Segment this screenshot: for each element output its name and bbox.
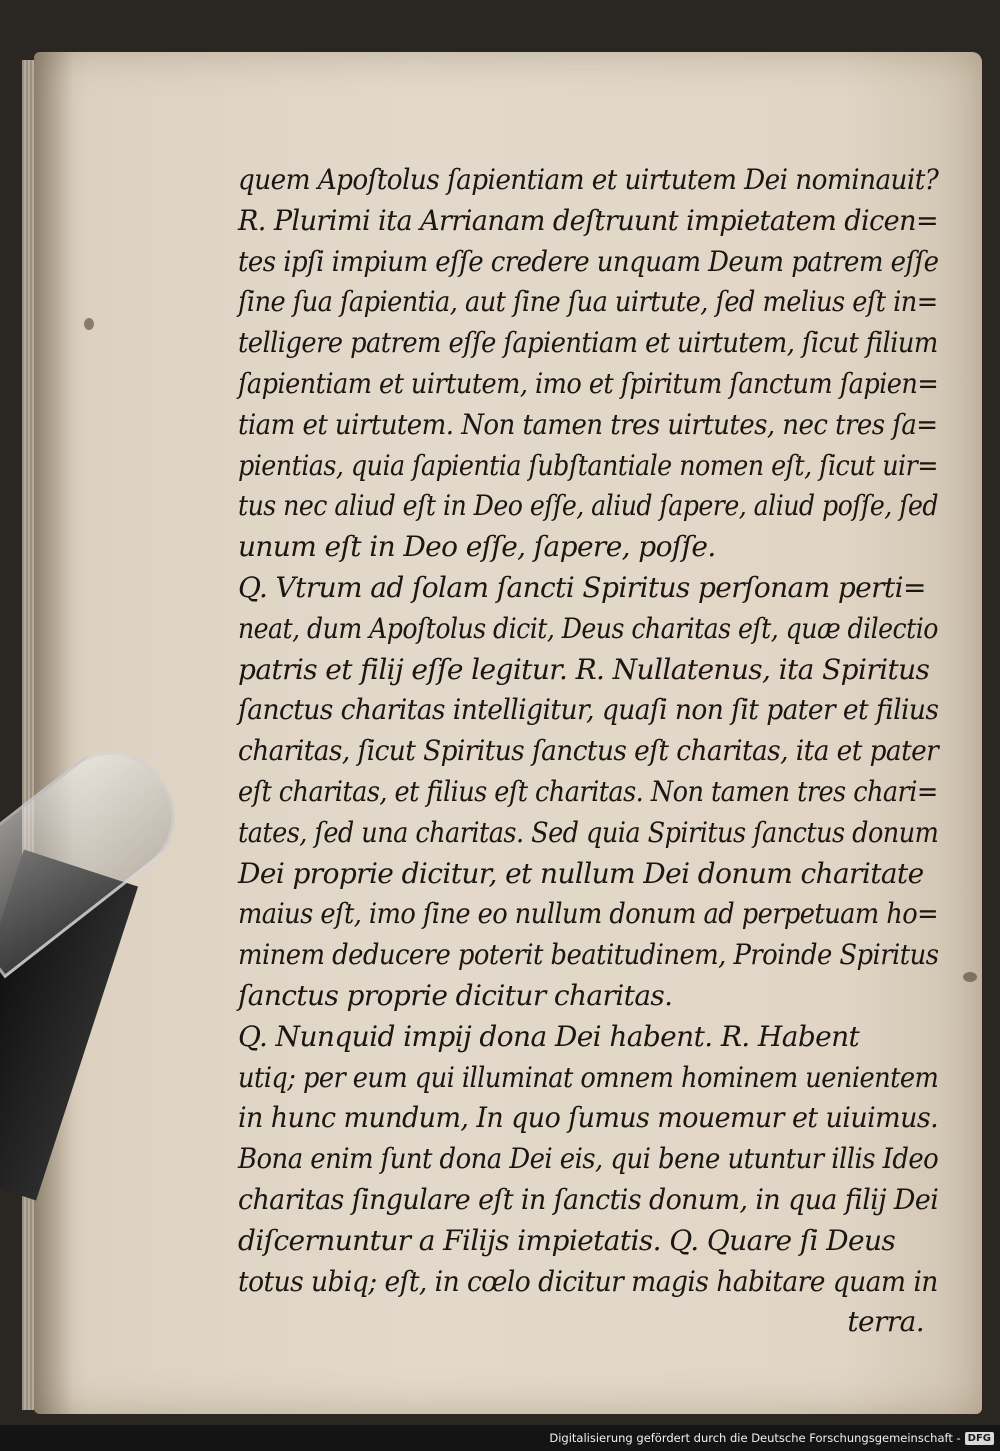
text-line: tiam et uirtutem. Non tamen tres uirtutes, nec tres ſa= (238, 407, 938, 441)
text-line: quem Apoſtolus ſapientiam et uirtutem Dei nominauit? (238, 163, 939, 196)
spine-shadow (34, 52, 74, 1414)
text-line: unum eſt in Deo eſſe, ſapere, poſſe. (238, 530, 716, 564)
text-line: patris et filij eſſe legitur. R. Nullatenus, ita Spiritus (238, 652, 930, 686)
text-line: ſanctus charitas intelligitur, quaſi non ſit pater et filius (238, 693, 939, 727)
text-line: ſanctus proprie dicitur charitas. (238, 978, 673, 1012)
text-line: diſcernuntur a Filijs impietatis. Q. Quare ſi Deus (238, 1223, 896, 1257)
text-line: eſt charitas, et filius eſt charitas. Non tamen tres chari= (238, 774, 938, 808)
text-line: in hunc mundum, In quo ſumus mouemur et uiuimus. (238, 1101, 939, 1135)
text-line: maius eſt, imo ſine eo nullum donum ad perpetuam ho= (238, 897, 939, 931)
text-line: minem deducere poterit beatitudinem, Proinde Spiritus (238, 938, 939, 972)
text-line: Bona enim ſunt dona Dei eis, qui bene utuntur illis Ideo (238, 1142, 939, 1176)
footer-credit: Digitalisierung gefördert durch die Deutsche Forschungsgemeinschaft - (549, 1431, 961, 1445)
text-line: Q. Vtrum ad ſolam ſancti Spiritus perſonam perti= (238, 570, 926, 604)
text-line: terra. (847, 1305, 924, 1339)
dfg-logo: DFG (965, 1432, 994, 1445)
digitization-footer (0, 1425, 1000, 1451)
text-line: charitas ſingulare eſt in ſanctis donum, in qua filij Dei (238, 1182, 939, 1216)
page-text (238, 160, 938, 1343)
text-line: totus ubiq; eſt, in cœlo dicitur magis habitare quam in (238, 1264, 938, 1298)
text-line: charitas, ſicut Spiritus ſanctus eſt charitas, ita et pater (238, 734, 939, 768)
text-line: pientias, quia ſapientia ſubſtantiale nomen eſt, ſicut uir= (238, 448, 938, 482)
text-line: Dei proprie dicitur, et nullum Dei donum charitate (238, 856, 924, 890)
text-line: telligere patrem eſſe ſapientiam et uirtutem, ſicut filium (238, 326, 938, 360)
text-line: tes ipſi impium eſſe credere unquam Deum patrem eſſe (238, 244, 939, 278)
text-line: ſapientiam et uirtutem, imo et ſpiritum ſanctum ſapien= (238, 366, 939, 400)
text-line: neat, dum Apoſtolus dicit, Deus charitas eſt, quæ dilectio (238, 611, 938, 645)
text-line: Q. Nunquid impij dona Dei habent. R. Habent (238, 1019, 860, 1053)
text-line: utiq; per eum qui illuminat omnem hominem uenientem (238, 1060, 939, 1094)
text-line: R. Plurimi ita Arrianam deſtruunt impietatem dicen= (238, 203, 939, 237)
text-line: tates, ſed una charitas. Sed quia Spiritus ſanctus donum (238, 815, 939, 849)
ink-stain (84, 318, 94, 330)
text-line: ſine ſua ſapientia, aut ſine ſua uirtute, ſed melius eſt in= (238, 285, 938, 319)
text-line: tus nec aliud eſt in Deo eſſe, aliud ſapere, aliud poſſe, ſed (238, 489, 938, 523)
ink-stain (963, 972, 977, 982)
